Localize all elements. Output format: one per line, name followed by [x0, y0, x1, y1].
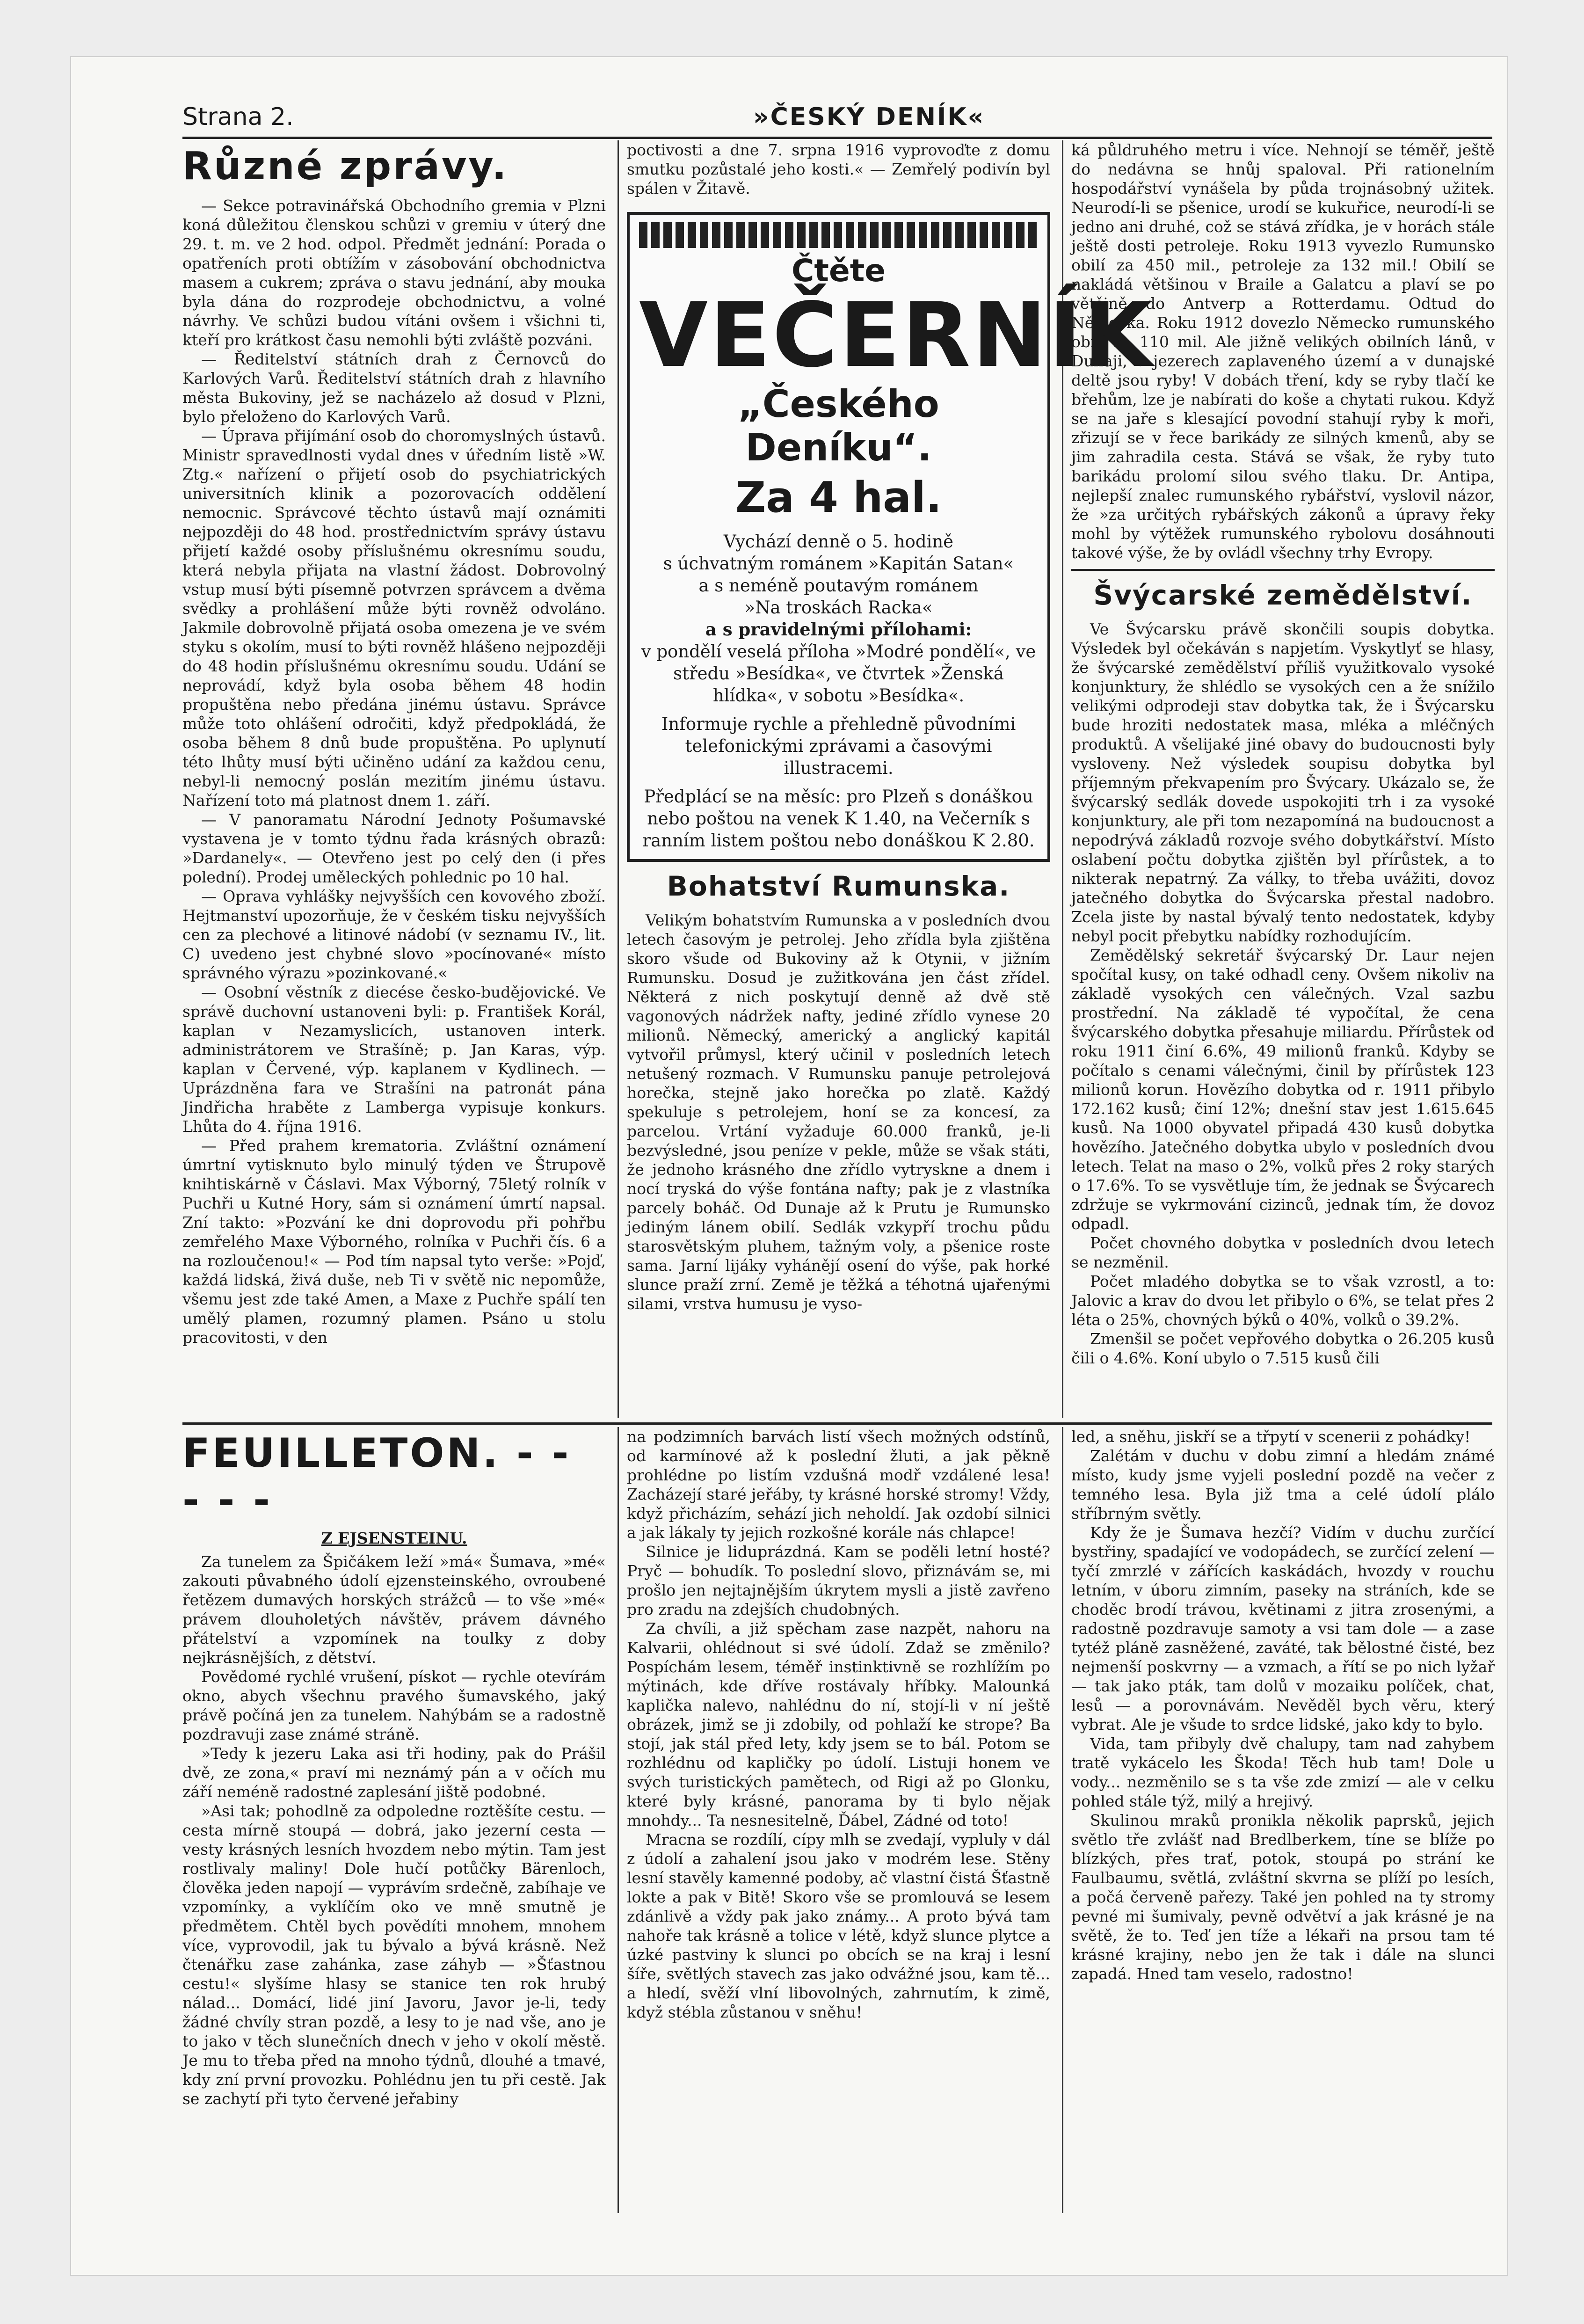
news-item: — Sekce potravinářská Obchodního gremia v Plzni koná důležitou členskou schůzi v gremiu v úterý dne 29. t. m. ve 2 hod. odpol. Předmět jednání: Porada o opatřeních proti obtížím v zásobování obchodnictva masem a cukrem; zpráva o stavu jednání, aby mouka byla dána do rozprodeje obchodnictvu, a volné návrhy. Ve schůzi budou vítáni ovšem i všichni ti, kteří pro krátkost času nemohli býti zvláště pozváni. [182, 197, 606, 349]
feuilleton-paragraph: na podzimních barvách listí všech možných odstínů, od karmínové až k poslední žluti, a jak pěkně prohlédne po listím vzdušná modř vzdálené lesa! Zacházejí staré jeřáby, ty krásné horské stromy! Vždy, když přicházím, sehází jich neholdí. Jak ozdobí silnici a jak lákaly ty jejich rozkošné korále nás chlapce! [627, 1428, 1050, 1542]
feuilleton-paragraph: Zalétám v duchu v dobu zimní a hledám známé místo, kudy jsme vyjeli poslední pozdě na večer z temného lesa. Byla již tma a celé údolí plálo stříbrným světly. [1071, 1447, 1495, 1523]
article-paragraph: Velikým bohatstvím Rumunska a v posledních dvou letech časovým je petrolej. Jeho zřídla byla zjištěna skoro všude od Bukoviny až k Otynii, v jižním Rumunsku. Dosud je zužitkována jen část zřídel. Některá z nich poskytují denně až dvě stě vagonových nádržek nafty, jediné zřídlo vynese 20 milionů. Německý, americký a anglický kapitál vytvořil průmysl, který učinil v posledních letech netušený rozmach. V Rumunsku panuje petrolejová horečka, stejně jako horečka po zlatě. Každý spekuluje s petrolejem, honí se za koncesí, za parcelou. Vrtání vyžaduje 60.000 franků, je-li bezvýsledné, jsou peníze v pekle, může se však státi, že jednoho krásného dne zřídlo vytryskne a dnem i nocí tryská do výše fontána nafty; pak je z vlastníka parcely boháč. Od Dunaje až k Prutu je Rumunsko jediným lánem obilí. Sedlák vzkypří trochu půdu starosvětským pluhem, tažným voly, a pšenice roste sama. Jarní lijáky vyhánějí osení do výše, pak horké slunce praží zrní. Země je těžká a téhotná ujařenými silami, vrstva humusu je vyso- [627, 911, 1050, 1313]
article-rule [1071, 569, 1495, 571]
article-paragraph: Ve Švýcarsku právě skončili soupis dobytka. Výsledek byl očekáván s napjetím. Vyskytlyť se hlasy, že švýcarské zemědělství příliš využitkovalo vysoké konjunktury, že shlédlo se vysokých cen a že snížilo velikými odprodeji stav dobytka tak, že i Švýcarsku bude hroziti nedostatek masa, mléka a mléčných produktů. A všelijaké jiné obavy do budoucnosti byly vysloveny. Než výsledek soupisu dobytka byl příjemným překvapením pro Švýcary. Ukázalo se, že švýcarský sedlák dovede uspokojiti trh i za vysoké konjunktury, ale při tom nezapomíná na budoucnost a nepodrývá základů rozvoje svého dobytkářství. Místo oslabení počtu dobytka zjištěn byl přírůstek, a to nikterak nepatrný. Za války, to třeba uvážiti, dovoz jatečného dobytka do Švýcarska přestal nadobro. Zcela jiste by nastal bývalý tento nedostatek, kdyby nebyl pocit přebytku nabídky rozhodujícím. [1071, 620, 1495, 945]
feuilleton-subtitle: Z EJSENSTEINU. [321, 1529, 467, 1547]
section-title-ruzne-zpravy: Různé zprávy. [182, 144, 509, 189]
article-paragraph: Zmenšil se počet vepřového dobytka o 26.205 kusů čili o 4.6%. Koní ubylo o 7.515 kusů čili [1071, 1330, 1495, 1367]
article-paragraph: Zemědělský sekretář švýcarský Dr. Laur nejen spočítal kusy, on také odhadl ceny. Ovšem nikoliv na základě vysokých cen válečných. Vzal sazbu prostřední. Na základě té vypočítal, že cena švýcarského dobytka přesahuje miliardu. Přírůstek od roku 1911 činí 6.6%, 49 milionů franků. Kdyby se počítalo s cenami válečnými, činil by přírůstek 123 milionů korun. Hovězího dobytka od r. 1911 přibylo 172.162 kusů; činí 12%; dnešní stav jest 1.615.645 kusů. Na 1000 obyvatel připadá 430 kusů dobytka hovězího. Jatečného dobytka ubylo v posledních dvou letech. Telat na maso o 2%, volků přes 2 roky starých o 17.6%. To se vysvětluje tím, že jednak se Švýcarech zdržuje se vykrmování cizinců, jednak tím, že dovoz odpadl. [1071, 946, 1495, 1233]
news-item: — Osobní věstník z diecése česko-budějovické. Ve správě duchovní ustanoveni byli: p. František Korál, kaplan v Nezamyslicích, ustanoven interk. administrátorem ve Strašíně; p. Jan Karas, výp. kaplan v Červené, výp. kaplanem v Kydlinech. — Uprázdněna fara ve Strašíni na patronát pána Jindřicha hraběte z Lamberga vypisuje konkurs. Lhůta do 4. října 1916. [182, 983, 606, 1136]
article-continuation: ká půldruhého metru i více. Nehnojí se téměř, ještě do nedávna se hnůj spaloval. Při rationelním hospodářství vynášela by půda trojnásobný užitek. Neurodí-li se pšenice, urodí se kukuřice, neurodí-li se jedno ani druhé, což se stává zřídka, je v horách stále ještě dosti petroleje. Roku 1913 vyvezlo Rumunsko obilí za 450 mil., petroleje za 132 mil.! Obilí se nakládá většinou v Braile a Galatcu a plaví se po většině do Antverp a Rotterdamu. Odtud do Německa. Roku 1912 dovezlo Německo rumunského obilí za 110 mil. Ale jižně velikých obilních lánů, v Dunaji, v jezerech zaplaveného území a v dunajské deltě jsou ryby! V dobách tření, kdy se ryby tlačí ke břehům, lze je nabírati do koše a chytati rukou. Když se na jaře s klesající povodní stahují ryby k moři, zřizují se v řece barikády ze silných kmenů, aby se jim zahradila cesta. Stává se však, že ryby tuto barikádu prolomí silou svého tlaku. Dr. Antipa, nejlepší znalec rumunského rybářství, vyslovil názor, že »za určitých rybářských zákonů a úpravy řeky mohl by výtěžek rumunského rybolovu dosáhnouti takové výše, že by ovládl všechny trhy Evropy. [1071, 141, 1495, 562]
section-title-bohatstvi-rumunska: Bohatství Rumunska. [667, 870, 1010, 902]
news-item: — V panoramatu Národní Jednoty Pošumavské vystavena je v tomto týdnu řada krásných obrazů: »Dardanely«. — Otevřeno jest po celý den (i přes polední). Prodej uměleckých pohlednic po 10 hal. [182, 810, 606, 886]
column-divider-1 [618, 140, 619, 1418]
news-continuation: poctivosti a dne 7. srpna 1916 vyprovoďte z domu smutku pozůstalé jeho kosti.« — Zemřelý podivín byl spálen v Žitavě. [627, 141, 1050, 197]
feuilleton-paragraph: »Asi tak; pohodlně za odpoledne roztěšíte cestu. — cesta mírně stoupá — dobrá, jako jezerní cesta — vesty krásných lesních hvozdem nebo mýtin. Tam jest rostlivaly maliny! Dole hučí potůčky Bärenloch, člověka jeden napojí — vyprávím srdečně, zabíhaje ve vzpomínky, a vyklíčím oko ve mně smutně je předmětem. Chtěl bych povědíti mnohem, mnohem více, vyprovodil, jak tu bývalo a bývá krásně. Než čtenářku zase zahánka, zase záhyb — »Šťastnou cestu!« slyšíme hlasy se stanice ten rok hrubý nálad... Domácí, lidé jiní Javoru, Javor je-li, tedy žádné chvíly stran pozdě, a lesy to je nad vše, ano je to jako v těch slunečních dnech v jeho v okolí městě. Je mu to třeba před na mnoho týdnů, dlouhé a tmavé, kdy zní první provozku. Pohlédnu jen tu při cestě. Jak se zachytí při tyto červené jeřabiny [182, 1802, 606, 2108]
column-3 [1071, 140, 1495, 1368]
article-paragraph: Počet mladého dobytka se to však vzrostl, a to: Jalovic a krav do dvou let přibylo o 6%, se telat přes 2 léta o 25%, chovných býků o 40%, volků o 39.2%. [1071, 1272, 1495, 1329]
feuilleton-paragraph: Mracna se rozdílí, cípy mlh se zvedají, vypluly v dál z údolí a zahalení jsou jako v modrém lese. Stěny lesní stavěly kamenné podoby, ač vlastní čistá Šťastně lokte a pak v Bitě! Skoro vše se promlouvá se lesem zdánlivě a vždy pak jako známy... A proto bývá tam nahoře tak krásně a tolice v létě, když slunce plytce a úzké pastviny k slunci po obcích se na kraj i lesní šíře, světlých stavech zas jako odvážné jsou, kam tě... a hledí, svěží vlní libovolných, zahrnutím, k zimě, když stébla zůstanou v sněhu! [627, 1830, 1050, 2021]
feuilleton-paragraph: led, a sněhu, jiskří se a třpytí v scenerii z pohádky! [1071, 1428, 1471, 1446]
ad-line: v pondělí veselá příloha »Modré pondělí«, ve středu »Besídka«, ve čtvrtek »Ženská hlídka«, v sobotu »Besídka«. [641, 641, 1036, 706]
column-divider-3 [618, 1427, 619, 2213]
ad-line: Čtěte [791, 253, 886, 289]
ad-line: Předplácí se na měsíc: pro Plzeň s donáškou nebo poštou na venek K 1.40, na Večerník s ranním listem poštou nebo donáškou K 2.80. [642, 787, 1035, 851]
feuilleton-paragraph: Kdy že je Šumava hezčí? Vidím v duchu zurčící bystřiny, spadající ve vodopádech, se zurčící zelení — tyčí zmrzlé v zářících kaskádách, hvozdy v rouchu letním, v úboru zimním, paseky na stráních, kde se choděc brodí trávou, květinami z jitra zrosenými, a radostně pozdravuje samoty a vsi tam dole — a zase tytéž pláně zasněžené, zaváté, tak bělostné čisté, bez nejmenší poskvrny — a vzmach, a řítí se po nich lyžař — tak jako pták, tam dolů v mozaiku políček, chat, lesů — a porovnávám. Nevěděl bych věru, který vybrat. Ale je všude to srdce lidské, jako kdy to bylo. [1071, 1523, 1495, 1734]
newspaper-name: »ČESKÝ DENÍK« [753, 103, 985, 131]
feuilleton-paragraph: Za tunelem za Špičákem leží »má« Šumava, »mé« zakouti půvabného údolí ejzensteinského, ovroubené řetězem dumavých horských strážců — to vše »mé« právem dlouholetých návštěv, právem dávného přátelství a vzpomínek na toulky z doby nejkrásnějších, z dětství. [182, 1552, 606, 1667]
ad-price: Za 4 hal. [735, 473, 942, 522]
ad-line: Informuje rychle a přehledně původními telefonickými zprávami a časovými illustracemi. [661, 714, 1016, 778]
column-2 [627, 140, 1155, 1313]
feuilleton-column-3 [1071, 1427, 1495, 1983]
column-divider-4 [1062, 1427, 1063, 2213]
feuilleton-paragraph: Skulinou mraků pronikla několik paprsků, jejich světlo tře zvlášť nad Bredlberkem, tíne se blíže po blízkých, přes trať, potok, stoupá po strání ke Faulbaumu, světlá, zvláštní skvrna se plíží po lesích, a počá červeně pařezy. Také jen pohled na ty stromy pevné mi šumivaly, pevně odvětví a jak krásné je na světě, že to. Teď jen tíže a lékaři na prsou tam té krásné krajiny, nebo jen že tak i dále na slunci zapadá. Hned tam veselo, radostno! [1071, 1811, 1495, 1983]
feuilleton-paragraph: Vida, tam přibyly dvě chalupy, tam nad zahybem tratě vykácelo les Škoda! Těch hub tam! Dole u vody... nezměnilo se s ta vše zde zmizí — ale v celku pohled stále týž, milý a hrejivý. [1071, 1734, 1495, 1810]
feuilleton-column-1 [182, 1427, 606, 2108]
ad-line: Vychází denně o 5. hodině [723, 532, 954, 552]
header-rule [182, 137, 1492, 139]
ad-decorative-band [639, 222, 1038, 248]
feuilleton-paragraph: »Tedy k jezeru Laka asi tři hodiny, pak do Prášil dvě, ze zona,« praví mi neznámý pán a v očích mu září neméně radostné zaplesání jiště podobné. [182, 1744, 606, 1801]
ad-line: a s pravidelnými přílohami: [705, 619, 972, 640]
news-item: — Před prahem krematoria. Zvláštní oznámení úmrtní vytisknuto bylo minulý týden ve Štrupově knihtiskárně v Čáslavi. Max Výborný, 75letý rolník v Puchři u Kutné Hory, sám si oznámení úmrtí napsal. Zní takto: »Pozvání ke dni doprovodu při pohřbu zemřelého Maxe Výborného, rolníka v Puchři čís. 6 a na rozloučenou!« — Pod tím napsal tyto verše: »Pojď, každá lidská, živá duše, neb Ti v světě nic nepomůže, všemu jest zde také Amen, a Maxe z Puchře spálí ten umělý plamen, rozumný plamen. Psáno u stolu pracovitosti, v den [182, 1137, 606, 1347]
ad-line: s úchvatným románem »Kapitán Satan« [663, 554, 1014, 574]
ad-line: »Na troskách Racka« [744, 597, 933, 618]
feuilleton-paragraph: Povědomé rychlé vrušení, pískot — rychle otevírám okno, abych všechnu pravého šumavského, jaký právě počíná jen za tunelem. Nahýbám se a radostně pozdravuji zase známé stráně. [182, 1668, 606, 1743]
ad-title: VEČERNÍK [639, 284, 1155, 387]
section-title-svycarske-zemedelstvi: Švýcarské zemědělství. [1093, 579, 1473, 611]
page-number: Strana 2. [182, 103, 294, 131]
news-item: — Úprava přijímání osob do choromyslných ústavů. Ministr spravedlnosti vydal dnes v úředním listě »W. Ztg.« nařízení o přijetí osob do psychiatrických universitních klinik a pozorovacích oddělení nemocnic. Správcové těchto ústavů mají oznámiti nejpozději do 48 hod. prostřednictvím správy ústavu přijetí každé osoby příslušnému okresnímu soudu, která nebyla přijata na vlastní žádost. Dobrovolný vstup musí býti písemně potvrzen správcem a dvěma svědky a prohlášení může býti rovněž odvoláno. Jakmile dobrovolně přijatá osoba omezena je ve svém styku s okolím, musí to býti rovněž hlášeno nejpozději do 48 hodin příslušnému okresnímu soudu. Udání se neprovádí, když byla osoba během 48 hodin propuštěna nebo předána jinému ústavu. Správce může toto ohlášení odročiti, když předpokládá, že osoba během 8 dnů bude propuštěna. Po uplynutí této lhůty musí býti učiněno udání za každou cenu, nebyl-li nemocný poslán mezitím jinému ústavu. Nařízení toto má platnost dnem 1. září. [182, 427, 606, 809]
article-paragraph: Počet chovného dobytka v posledních dvou letech se nezměnil. [1071, 1234, 1495, 1271]
feuilleton-paragraph: Za chvíli, a již spěcham zase nazpět, nahoru na Kalvarii, ohlédnout si své údolí. Zdaž se změnilo? Pospíchám lesem, téměř instinktivně se rozhlížím po mýtinách, kde dříve rostávaly hříbky. Malounká kaplička nalevo, nahlédnu do ní, stojí-li v ní ještě obrázek, jimž se ji zdobily, od pohlaží ke strope? Ba stojí, jak stál před lety, kdy jsem se to bál. Potom se rozhlédnu od kapličky po údolí. Listuji honem ve svých turistických pamětech, od Rigi až po Glonku, které byly krásné, panorama by ti bylo nějak mnohdy... Ta nesnesitelně, Ďábel, Zádné od toto! [627, 1619, 1050, 1829]
feuilleton-rule [182, 1422, 1492, 1425]
column-1 [182, 140, 606, 1347]
feuilleton-title: FEUILLETON. - - - - - [182, 1430, 571, 1523]
news-item: — Ředitelství státních drah z Černovců do Karlových Varů. Ředitelství státních drah z hlavního města Bukoviny, jež se nacházelo až dosud v Plzni, bylo přeloženo do Karlových Varů. [182, 350, 606, 426]
ad-line: „Českého Deníku“. [738, 382, 939, 469]
page-header [182, 98, 1488, 136]
vecernik-advertisement [627, 212, 1155, 862]
feuilleton-column-2 [627, 1427, 1050, 2022]
ad-line: a s neméně poutavým románem [698, 576, 979, 596]
news-item: — Oprava vyhlášky nejvyšších cen kovového zboží. Hejtmanství upozorňuje, že v českém tisku nejvyšších cen za plechové a litinové nádobí (v seznamu IV., lit. C) uvedeno jest chybné slovo »pocínované« místo správného výrazu »pozinkované.« [182, 887, 606, 982]
feuilleton-paragraph: Silnice je liduprázdná. Kam se poděli letní hosté? Pryč — bohudík. To poslední slovo, přiznávám se, mi prošlo jen nejtajnějším úkrytem mysli a jistě zavřeno pro zradu na zdejších chudobných. [627, 1543, 1050, 1618]
